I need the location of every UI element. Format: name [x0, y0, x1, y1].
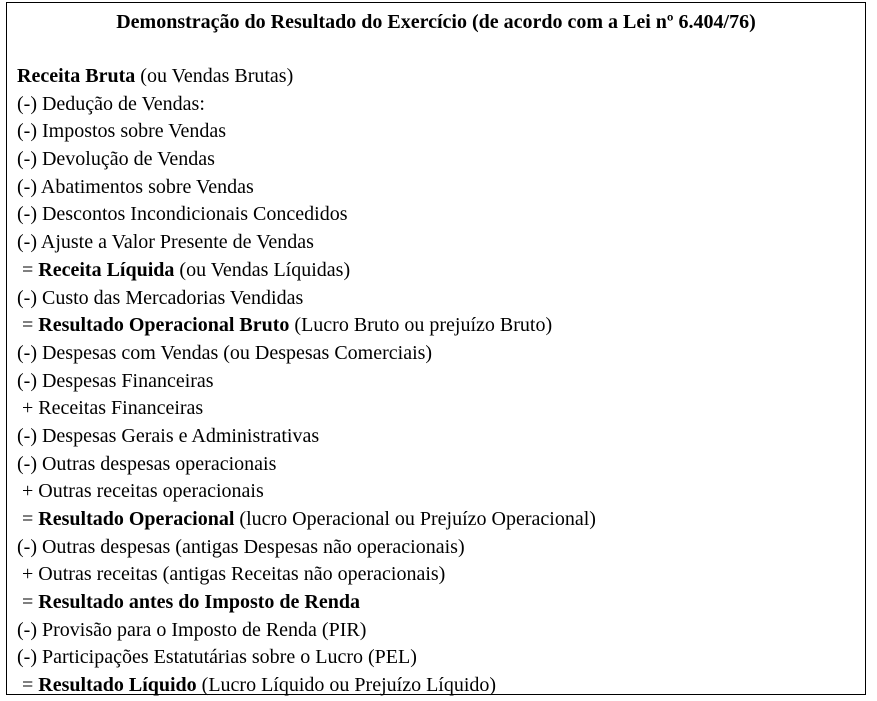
line-rest: (ou Vendas Brutas) [135, 65, 294, 87]
line-prefix: (-) Dedução de Vendas: [17, 92, 205, 115]
line-prefix: (-) Provisão para o Imposto de Renda (PIR) [17, 618, 367, 641]
statement-line [17, 63, 596, 91]
statement-line [17, 672, 596, 700]
statement-line [17, 589, 596, 617]
line-rest: (Lucro Líquido ou Prejuízo Líquido) [196, 674, 497, 697]
line-prefix: + Receitas Financeiras [17, 397, 204, 420]
statement-line [17, 146, 596, 174]
line-prefix: = [17, 314, 39, 337]
statement-line [17, 644, 596, 672]
statement-lines [17, 63, 596, 700]
line-prefix: (-) Outras despesas (antigas Despesas não operacionais) [17, 535, 465, 558]
line-prefix: + Outras receitas operacionais [17, 480, 264, 503]
line-prefix: (-) Despesas Financeiras [17, 369, 214, 392]
line-bold-label: Resultado Operacional [38, 508, 235, 530]
line-prefix: (-) Custo das Mercadorias Vendidas [17, 286, 304, 309]
statement-line [17, 395, 596, 423]
statement-line [17, 478, 596, 506]
statement-line [17, 617, 596, 645]
statement-line [17, 451, 596, 479]
statement-line [17, 368, 596, 396]
statement-line [17, 506, 596, 534]
line-bold-label: Resultado antes do Imposto de Renda [38, 591, 360, 614]
line-bold-label: Receita Bruta [17, 65, 136, 87]
statement-line [17, 257, 596, 285]
statement-line [17, 118, 596, 146]
statement-line [17, 285, 596, 313]
line-bold-label: Resultado Líquido [38, 674, 197, 697]
line-prefix: (-) Devolução de Vendas [17, 148, 215, 171]
line-prefix: = [17, 508, 39, 530]
line-prefix: (-) Abatimentos sobre Vendas [17, 175, 254, 198]
line-prefix: = [17, 258, 39, 281]
statement-line [17, 201, 596, 229]
line-prefix: (-) Outras despesas operacionais [17, 452, 277, 475]
statement-line [17, 312, 596, 340]
line-prefix: (-) Despesas com Vendas (ou Despesas Comerciais) [17, 341, 433, 364]
income-statement-box [6, 2, 866, 695]
line-prefix: (-) Impostos sobre Vendas [17, 120, 227, 143]
line-prefix: (-) Ajuste a Valor Presente de Vendas [17, 231, 314, 254]
line-prefix: (-) Descontos Incondicionais Concedidos [17, 203, 348, 226]
statement-line [17, 174, 596, 202]
line-rest: (lucro Operacional ou Prejuízo Operacional) [234, 508, 596, 530]
statement-line [17, 534, 596, 562]
statement-line [17, 229, 596, 257]
line-bold-label: Resultado Operacional Bruto [38, 314, 290, 337]
line-prefix: = [17, 674, 39, 697]
line-prefix: = [17, 591, 39, 614]
statement-line [17, 340, 596, 368]
statement-title: Demonstração do Resultado do Exercício (de acordo com a Lei nº 6.404/76) [116, 11, 756, 33]
line-prefix: (-) Despesas Gerais e Administrativas [17, 424, 320, 447]
line-rest: (Lucro Bruto ou prejuízo Bruto) [289, 314, 553, 337]
line-rest: (ou Vendas Líquidas) [174, 258, 351, 281]
line-prefix: (-) Participações Estatutárias sobre o Lucro (PEL) [17, 646, 417, 669]
statement-line [17, 423, 596, 451]
statement-line [17, 561, 596, 589]
line-prefix: + Outras receitas (antigas Receitas não operacionais) [17, 563, 446, 586]
statement-line [17, 91, 596, 119]
line-bold-label: Receita Líquida [38, 258, 175, 281]
